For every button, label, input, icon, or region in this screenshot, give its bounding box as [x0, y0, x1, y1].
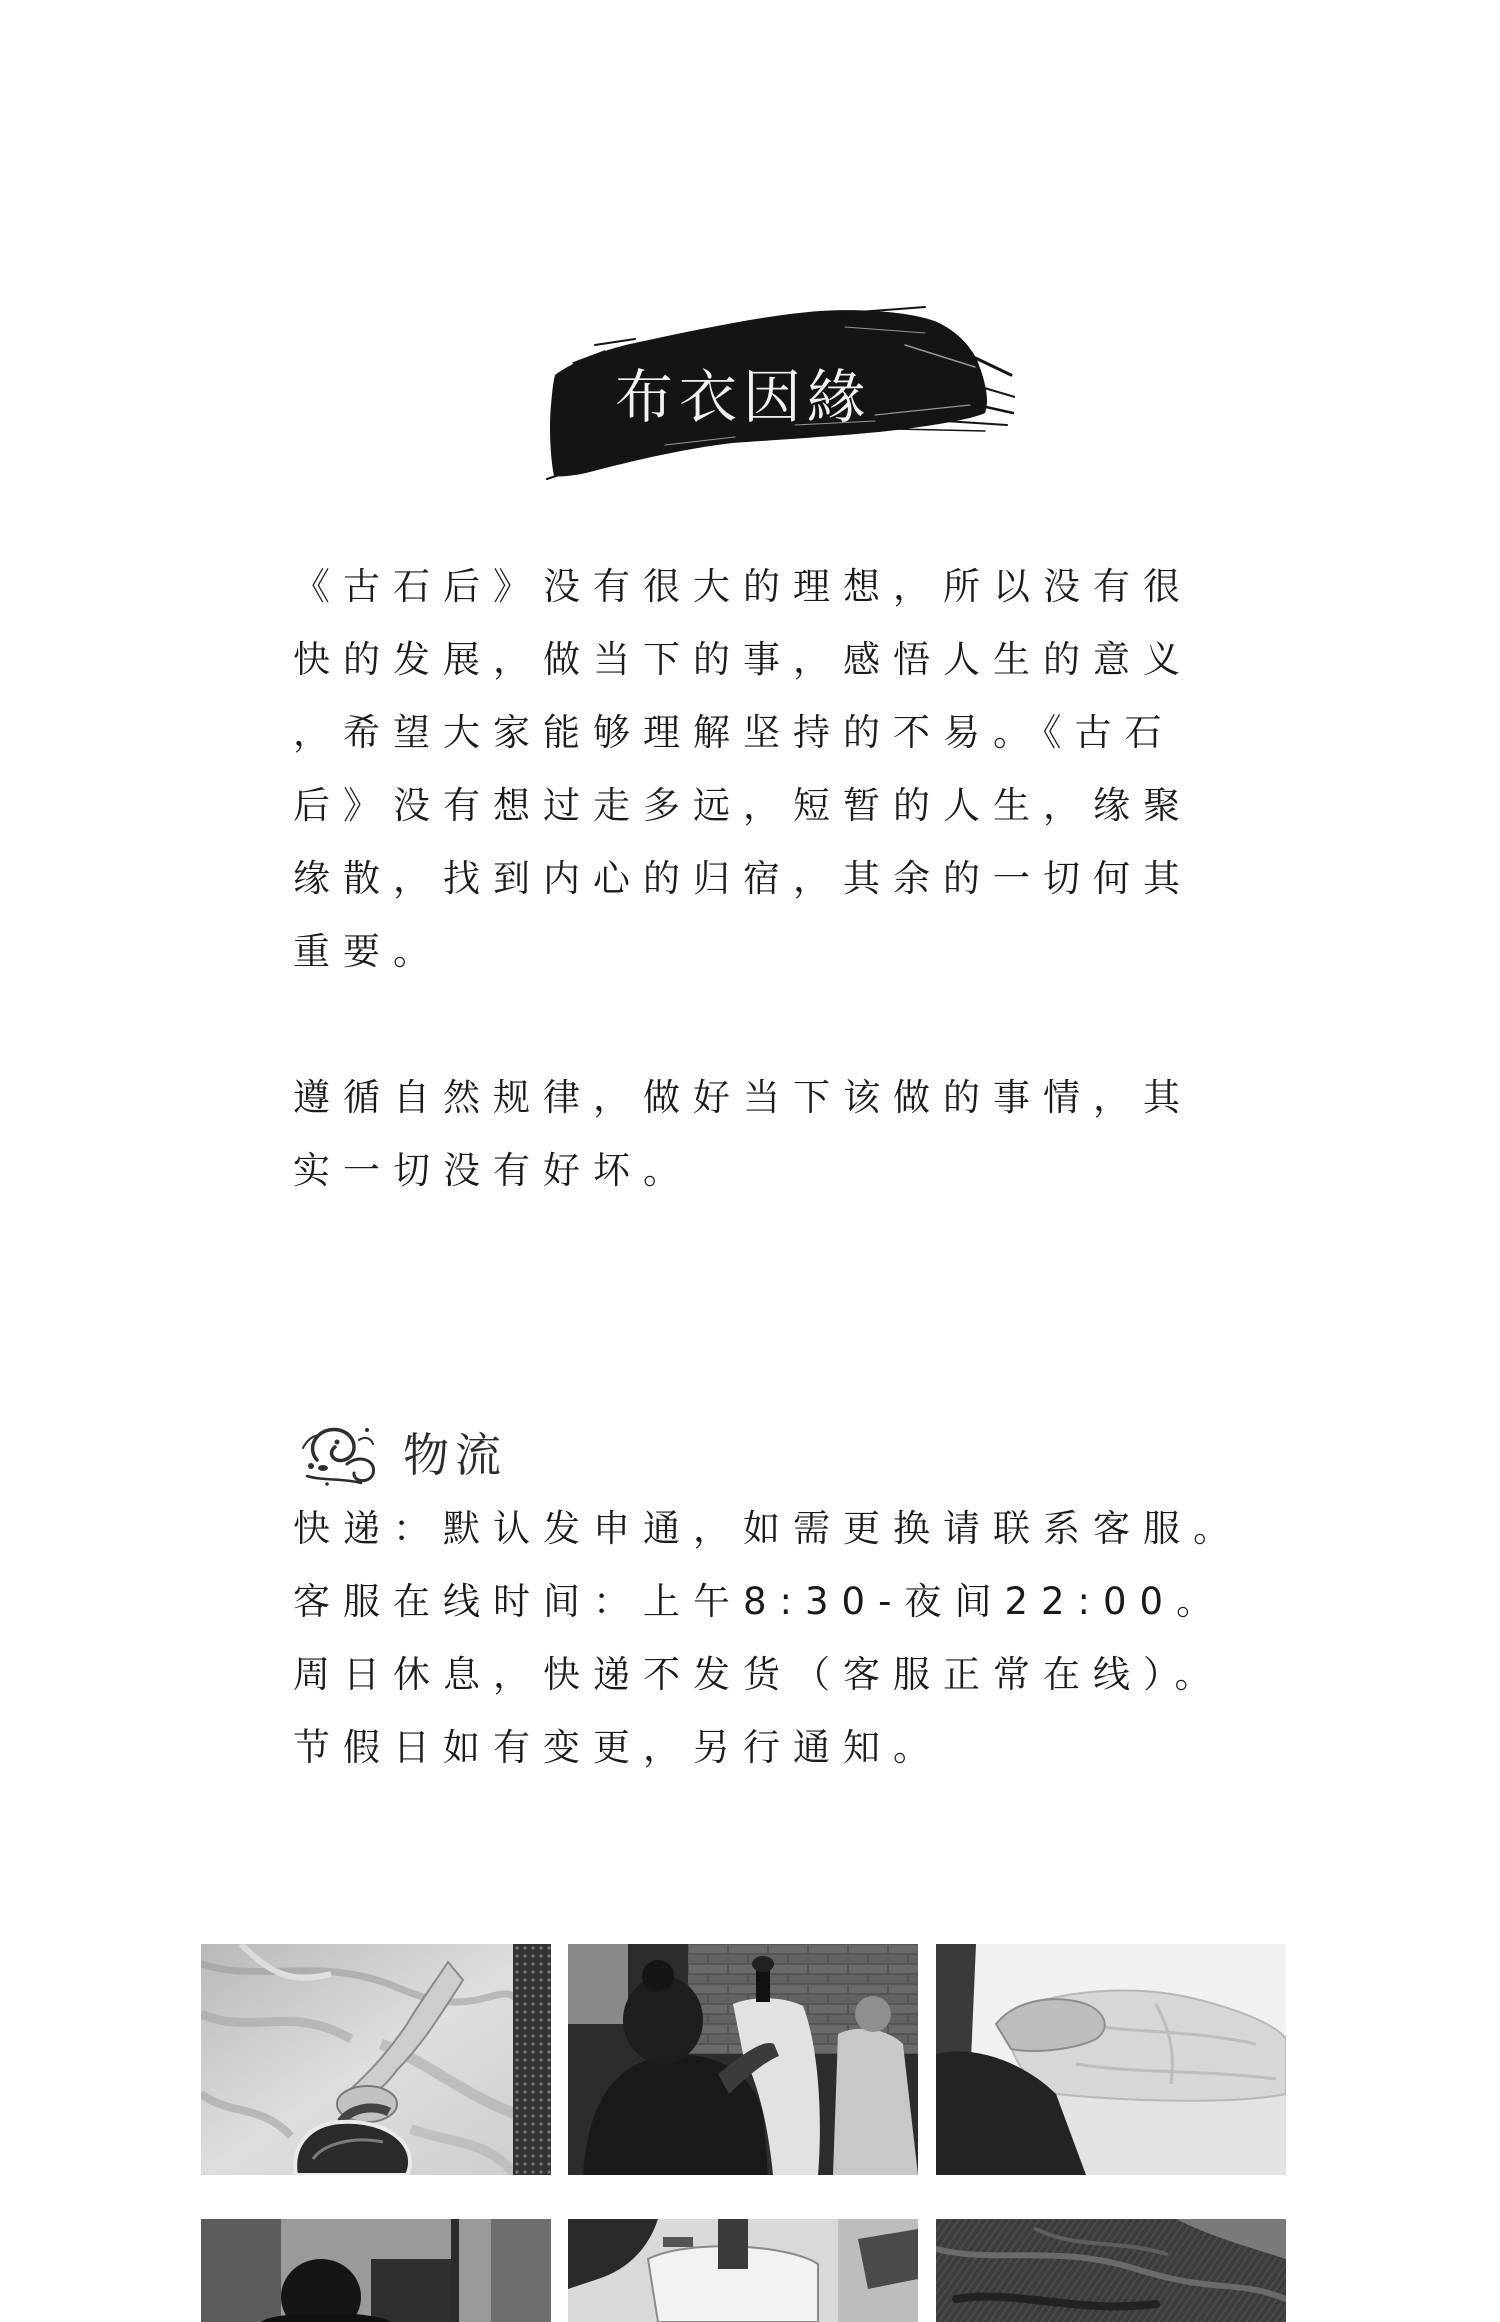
story-line: 遵循自然规律，做好当下该做的事情，其: [293, 1076, 1193, 1119]
shipping-heading: 物流: [403, 1428, 507, 1482]
story-line: 《古石后》没有很大的理想，所以没有很: [293, 565, 1193, 608]
photo-sewing-worker: [201, 2219, 551, 2322]
ink-swirl-icon: [297, 1418, 379, 1488]
story-line: ，希望大家能够理解坚持的不易。《古石: [293, 711, 1175, 754]
story-line: 重要。: [293, 930, 443, 973]
photo-ironing: [201, 1944, 551, 2175]
story-paragraph: [293, 550, 1253, 988]
shipping-info: [293, 1492, 1293, 1784]
story-paragraph: [293, 1061, 1253, 1207]
shipping-line: 快递：默认发申通，如需更换请联系客服。: [293, 1507, 1243, 1550]
shipping-line: 节假日如有变更，另行通知。: [293, 1726, 943, 1769]
story-line: 缘散，找到内心的归宿，其余的一切何其: [293, 857, 1193, 900]
story-line: 后》没有想过走多远，短暂的人生，缘聚: [293, 784, 1193, 827]
photo-tailor-mannequin: [568, 1944, 918, 2175]
shipping-line: 周日休息，快递不发货（客服正常在线）。: [293, 1653, 1225, 1696]
banner-title: 布衣因緣: [614, 363, 871, 431]
photo-denim-fabric: [936, 2219, 1286, 2322]
story-line: 快的发展，做当下的事，感悟人生的意义: [293, 638, 1193, 681]
brand-story: [293, 550, 1253, 1207]
photo-sewing-machine: [568, 2219, 918, 2322]
story-line: 实一切没有好坏。: [293, 1149, 693, 1192]
title-banner: [545, 305, 1015, 480]
shipping-line: 客服在线时间：上午8:30-夜间22:00。: [293, 1580, 1227, 1623]
photo-folding-fabric: [936, 1944, 1286, 2175]
